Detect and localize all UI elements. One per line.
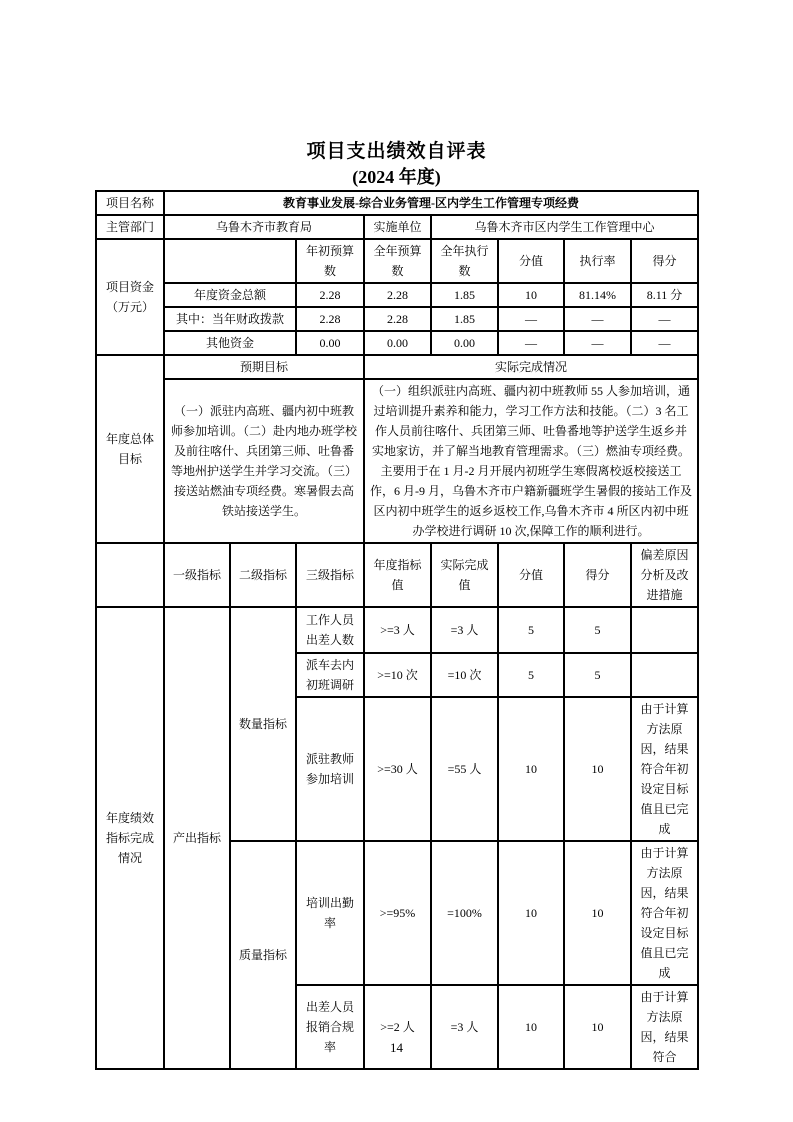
indicator-target: >=30 人 [364, 697, 431, 841]
indicator-actual: =100% [431, 841, 498, 985]
funding-value: 1.85 [431, 283, 498, 307]
indicator-name: 工作人员出差人数 [296, 607, 364, 653]
indicator-level2-quantity: 数量指标 [230, 607, 296, 841]
page-number: 14 [390, 1040, 403, 1055]
goal-actual-text: （一）组织派驻内高班、疆内初中班教师 55 人参加培训，通过培训提升素养和能力，学习工作方法和技能。（二）3 名工作人员前往喀什、兵团第三师、吐鲁番地等护送学生返乡并实地家访，并了解当地教育管理需求。（三）燃油专项经费。主要用于在 1 月-2 月开展内初班学生寒假离校返校接送工作，6 月-9 月，乌鲁木齐市户籍新疆班学生暑假的接站工作及区内初中班学生的返乡返校工作,乌鲁木齐市 4 所区内初中班办学校进行调研 10 次,保障工作的顺利进行。 [364, 379, 698, 543]
indicator-score-value: 10 [498, 985, 564, 1069]
indicator-score: 5 [564, 653, 631, 697]
funding-row-fiscal [96, 307, 698, 331]
indicator-actual: =3 人 [431, 985, 498, 1069]
impl-unit-value: 乌鲁木齐市区内学生工作管理中心 [431, 215, 698, 239]
indicator-col-remark: 偏差原因分析及改进措施 [631, 543, 698, 607]
funding-col-annual-budget: 全年预算数 [364, 239, 431, 283]
indicator-col-actual: 实际完成值 [431, 543, 498, 607]
indicator-col-level2: 二级指标 [230, 543, 296, 607]
goal-header-row [96, 355, 698, 379]
dept-value: 乌鲁木齐市教育局 [164, 215, 364, 239]
funding-row-label: 其他资金 [164, 331, 296, 355]
indicator-row [96, 607, 698, 653]
doc-title: 项目支出绩效自评表 [306, 141, 487, 162]
funding-row-other [96, 331, 698, 355]
funding-value: 0.00 [431, 331, 498, 355]
indicator-target: >=3 人 [364, 607, 431, 653]
project-name-label: 项目名称 [96, 191, 164, 215]
goal-actual-header: 实际完成情况 [364, 355, 698, 379]
indicator-target: >=2 人 [364, 985, 431, 1069]
indicator-score-value: 5 [498, 653, 564, 697]
indicator-remark: 由于计算方法原因，结果符合年初设定目标值且已完成 [631, 697, 698, 841]
funding-score: — [631, 331, 698, 355]
indicator-col-level1: 一级指标 [164, 543, 230, 607]
indicator-score-value: 10 [498, 697, 564, 841]
funding-score: 8.11 分 [631, 283, 698, 307]
funding-col-exec-rate: 执行率 [564, 239, 631, 283]
funding-value: 2.28 [364, 307, 431, 331]
funding-value: 0.00 [364, 331, 431, 355]
indicator-score: 10 [564, 841, 631, 985]
goal-section-label: 年度总体目标 [96, 355, 164, 543]
dept-label: 主管部门 [96, 215, 164, 239]
goal-expected-text: （一）派驻内高班、疆内初中班教师参加培训。（二）赴内地办班学校及前往喀什、兵团第三师、吐鲁番等地州护送学生并学习交流。（三）接送站燃油专项经费。寒暑假去高铁站接送学生。 [164, 379, 364, 543]
indicator-level2-quality: 质量指标 [230, 841, 296, 1069]
indicator-target: >=10 次 [364, 653, 431, 697]
indicator-col-target: 年度指标值 [364, 543, 431, 607]
funding-score-value: 10 [498, 283, 564, 307]
funding-value: 1.85 [431, 307, 498, 331]
goal-body-row [96, 379, 698, 543]
funding-empty-cell [164, 239, 296, 283]
indicator-col-score: 得分 [564, 543, 631, 607]
indicator-name: 派车去内初班调研 [296, 653, 364, 697]
funding-section-label: 项目资金（万元） [96, 239, 164, 355]
funding-score-value: — [498, 331, 564, 355]
impl-unit-label: 实施单位 [364, 215, 431, 239]
indicator-target: >=95% [364, 841, 431, 985]
funding-exec-rate: — [564, 331, 631, 355]
funding-exec-rate: — [564, 307, 631, 331]
indicator-actual: =3 人 [431, 607, 498, 653]
indicator-col-score-value: 分值 [498, 543, 564, 607]
indicator-score: 10 [564, 985, 631, 1069]
funding-col-score-value: 分值 [498, 239, 564, 283]
indicator-actual: =55 人 [431, 697, 498, 841]
indicator-score-value: 10 [498, 841, 564, 985]
funding-value: 2.28 [296, 283, 364, 307]
indicator-score: 10 [564, 697, 631, 841]
indicator-actual: =10 次 [431, 653, 498, 697]
funding-exec-rate: 81.14% [564, 283, 631, 307]
funding-col-executed: 全年执行数 [431, 239, 498, 283]
indicator-header-row [96, 543, 698, 607]
funding-score: — [631, 307, 698, 331]
funding-value: 2.28 [364, 283, 431, 307]
indicator-level1-output: 产出指标 [164, 607, 230, 1069]
indicator-name: 派驻教师参加培训 [296, 697, 364, 841]
funding-col-score: 得分 [631, 239, 698, 283]
indicator-name: 培训出勤率 [296, 841, 364, 985]
indicator-remark [631, 653, 698, 697]
indicator-remark: 由于计算方法原因，结果符合 [631, 985, 698, 1069]
funding-score-value: — [498, 307, 564, 331]
funding-header-row [96, 239, 698, 283]
goal-expected-header: 预期目标 [164, 355, 364, 379]
indicator-remark: 由于计算方法原因，结果符合年初设定目标值且已完成 [631, 841, 698, 985]
funding-row-total [96, 283, 698, 307]
indicator-score: 5 [564, 607, 631, 653]
funding-value: 0.00 [296, 331, 364, 355]
indicator-remark [631, 607, 698, 653]
doc-subtitle: (2024 年度) [352, 167, 441, 187]
funding-col-initial-budget: 年初预算数 [296, 239, 364, 283]
self-evaluation-table [95, 190, 699, 1070]
indicator-col-level3: 三级指标 [296, 543, 364, 607]
project-name-value: 教育事业发展-综合业务管理-区内学生工作管理专项经费 [164, 191, 698, 215]
indicator-section-label: 年度绩效指标完成情况 [96, 607, 164, 1069]
funding-row-label: 其中：当年财政拨款 [164, 307, 296, 331]
funding-value: 2.28 [296, 307, 364, 331]
indicator-name: 出差人员报销合规率 [296, 985, 364, 1069]
indicator-empty-cell [96, 543, 164, 607]
department-row [96, 215, 698, 239]
indicator-score-value: 5 [498, 607, 564, 653]
funding-row-label: 年度资金总额 [164, 283, 296, 307]
project-name-row [96, 191, 698, 215]
